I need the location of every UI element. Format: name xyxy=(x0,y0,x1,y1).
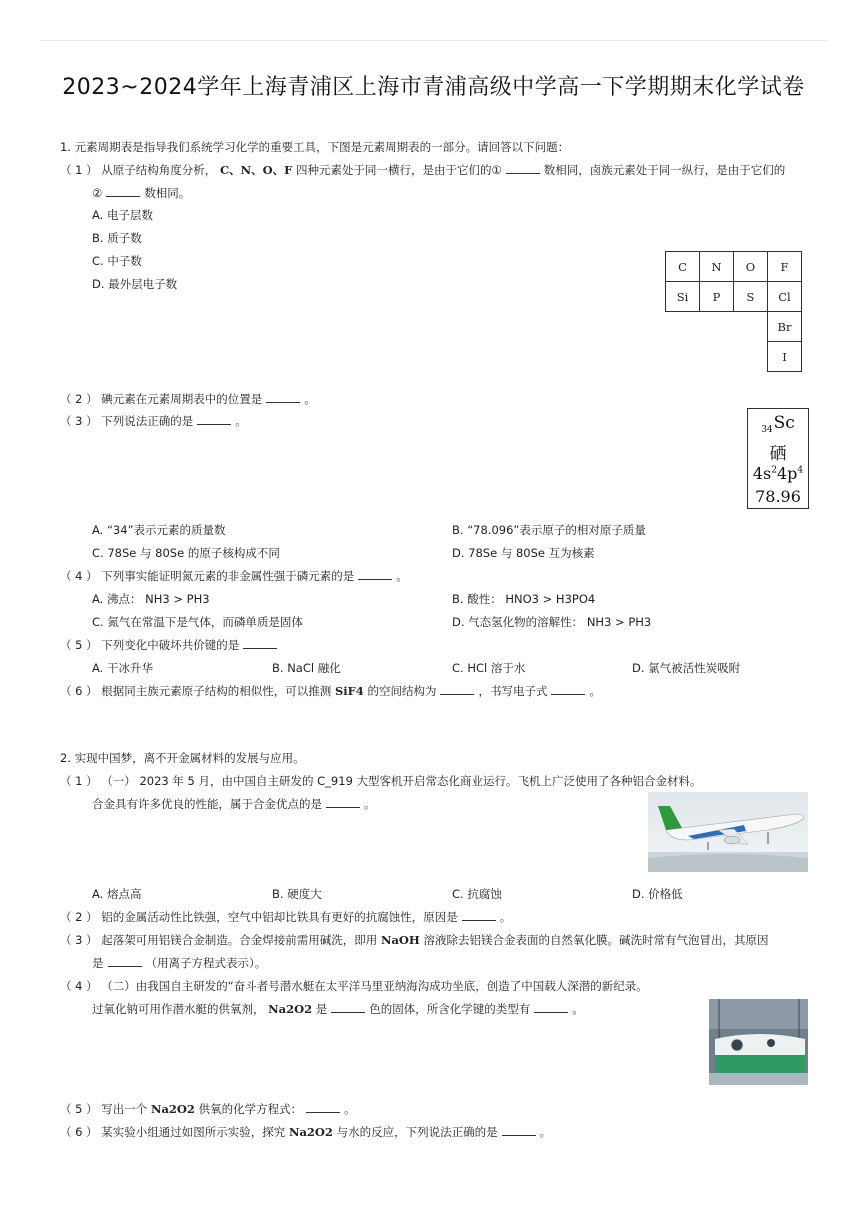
answer-blank[interactable] xyxy=(462,909,496,921)
answer-blank[interactable] xyxy=(506,162,540,174)
answer-blank[interactable] xyxy=(551,683,585,695)
option-d[interactable]: D. 最外层电子数 xyxy=(92,277,178,291)
element-cell: F xyxy=(768,252,802,282)
option-b[interactable]: B. NaCl 融化 xyxy=(272,661,341,675)
q1-stem: 1. 元素周期表是指导我们系统学习化学的重要工具，下图是元素周期表的一部分。请回答以下问题： xyxy=(60,140,570,154)
answer-blank[interactable] xyxy=(502,1124,536,1136)
answer-blank[interactable] xyxy=(106,185,140,197)
option-a[interactable]: A. 电子层数 xyxy=(92,208,153,222)
answer-blank[interactable] xyxy=(534,1001,568,1013)
q2-part4-cont: 过氧化钠可用作潜水艇的供氧剂， Na2O2 是 色的固体，所含化学键的类型有 。 xyxy=(92,1002,584,1016)
element-cell: Br xyxy=(768,312,802,342)
airplane-photo xyxy=(648,792,808,872)
q2-part5: （ 5 ） 写出一个 Na2O2 供氧的化学方程式： 。 xyxy=(60,1102,356,1116)
option-a[interactable]: A. 干冰升华 xyxy=(92,661,153,675)
answer-blank[interactable] xyxy=(306,1101,340,1113)
option-d[interactable]: D. 气态氢化物的溶解性： NH3 > PH3 xyxy=(452,615,652,629)
element-cell: N xyxy=(700,252,734,282)
option-c[interactable]: C. 抗腐蚀 xyxy=(452,887,502,901)
answer-blank[interactable] xyxy=(358,568,392,580)
part-number: （ 1 ） xyxy=(60,163,98,177)
q2-stem: 2. 实现中国梦，离不开金属材料的发展与应用。 xyxy=(60,751,305,765)
option-b[interactable]: B. 酸性： HNO3 > H3PO4 xyxy=(452,592,596,606)
element-cell: I xyxy=(768,342,802,372)
q1-part6: （ 6 ） 根据同主族元素原子结构的相似性，可以推测 SiF4 的空间结构为 ，书写电子式 。 xyxy=(60,684,601,698)
q2-part3-cont: 是 （用离子方程式表示）。 xyxy=(92,956,267,970)
element-cell: C xyxy=(666,252,700,282)
answer-blank[interactable] xyxy=(326,796,360,808)
answer-blank[interactable] xyxy=(331,1001,365,1013)
q2-part3: （ 3 ） 起落架可用铝镁合金制造。合金焊接前需用碱洗，即用 NaOH 溶液除去铝镁合金表面的自然氧化膜。碱洗时常有气泡冒出，其原因 xyxy=(60,933,769,947)
option-d[interactable]: D. 氯气被活性炭吸附 xyxy=(632,661,741,675)
q2-part1-cont: 合金具有许多优良的性能，属于合金优点的是 。 xyxy=(92,797,376,811)
option-c[interactable]: C. 氮气在常温下是气体，而磷单质是固体 xyxy=(92,615,303,629)
answer-blank[interactable] xyxy=(108,955,142,967)
answer-blank[interactable] xyxy=(440,683,474,695)
page-title: 2023~2024学年上海青浦区上海市青浦高级中学高一下学期期末化学试卷 xyxy=(62,75,805,100)
periodic-table-fragment xyxy=(665,251,802,372)
q1-part3: （ 3 ） 下列说法正确的是 。 xyxy=(60,414,247,428)
element-cell: Si xyxy=(666,282,700,312)
c919-airplane-image xyxy=(648,792,808,872)
option-b[interactable]: B. “78.096”表示原子的相对原子质量 xyxy=(452,523,646,537)
element-cell: P xyxy=(700,282,734,312)
element-cell: O xyxy=(734,252,768,282)
top-divider xyxy=(40,40,827,41)
option-a[interactable]: A. 熔点高 xyxy=(92,887,142,901)
q1-part1-cont: ② 数相同。 xyxy=(92,186,191,200)
option-c[interactable]: C. 中子数 xyxy=(92,254,142,268)
option-c[interactable]: C. HCl 溶于水 xyxy=(452,661,526,675)
answer-blank[interactable] xyxy=(243,637,277,649)
q1-part2: （ 2 ） 碘元素在元素周期表中的位置是 。 xyxy=(60,392,316,406)
option-a[interactable]: A. 沸点： NH3 > PH3 xyxy=(92,592,210,606)
element-cell: S xyxy=(734,282,768,312)
element-cell: Cl xyxy=(768,282,802,312)
submersible-image xyxy=(709,999,808,1085)
option-c[interactable]: C. 78Se 与 80Se 的原子核构成不同 xyxy=(92,546,280,560)
selenium-element-card: $_{34}$Sc 硒 $4s^24p^4$ 78.96 xyxy=(747,408,809,509)
q1-part1: （ 1 ） 从原子结构角度分析， C、N、O、F 四种元素处于同一横行，是由于它们的① 数相同，卤族元素处于同一纵行，是由于它们的 xyxy=(60,163,786,177)
option-d[interactable]: D. 价格低 xyxy=(632,887,683,901)
answer-blank[interactable] xyxy=(266,391,300,403)
q2-part6: （ 6 ） 某实验小组通过如图所示实验，探究 Na2O2 与水的反应，下列说法正确的是 。 xyxy=(60,1125,552,1139)
option-b[interactable]: B. 质子数 xyxy=(92,231,142,245)
option-d[interactable]: D. 78Se 与 80Se 互为核素 xyxy=(452,546,595,560)
q2-part2: （ 2 ） 铝的金属活动性比铁强，空气中铝却比铁具有更好的抗腐蚀性，原因是 。 xyxy=(60,910,512,924)
option-a[interactable]: A. “34”表示元素的质量数 xyxy=(92,523,226,537)
option-b[interactable]: B. 硬度大 xyxy=(272,887,322,901)
q1-part5: （ 5 ） 下列变化中破坏共价键的是 xyxy=(60,637,281,653)
electron-config: $4s^24p^4$ xyxy=(752,464,804,483)
q2-part1: （ 1 ） （一） 2023 年 5 月，由中国自主研发的 C_919 大型客机开启常态化商业运行。飞机上广泛使用了各种铝合金材料。 xyxy=(60,774,702,788)
answer-blank[interactable] xyxy=(197,413,231,425)
q1-part4: （ 4 ） 下列事实能证明氮元素的非金属性强于磷元素的是 。 xyxy=(60,569,408,583)
q2-part4: （ 4 ） （二）由我国自主研发的“奋斗者号潜水艇在太平洋马里亚纳海沟成功坐底，创造了中国载人深潜的新纪录。 xyxy=(60,979,648,993)
submersible-photo xyxy=(709,999,808,1085)
